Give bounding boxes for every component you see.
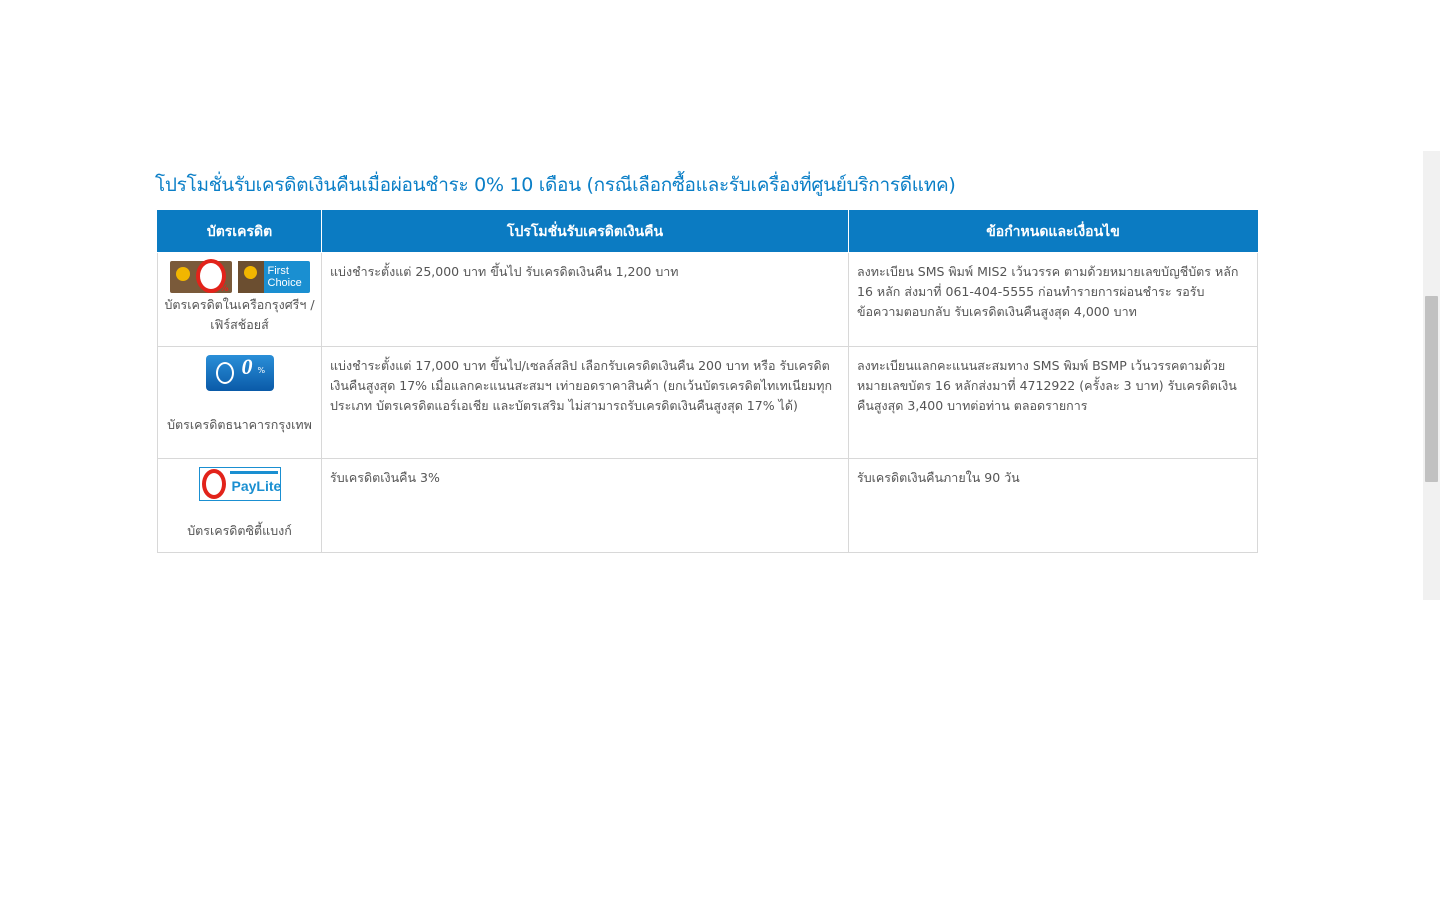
header-terms: ข้อกำหนดและเงื่อนไข xyxy=(849,211,1258,253)
card-name: บัตรเครดิตซิตี้แบงก์ xyxy=(187,523,292,538)
paylite-logo-text: PayLite xyxy=(231,478,282,494)
card-logos xyxy=(164,355,315,391)
krungsri-first-choice-logo xyxy=(238,261,310,293)
krungsri-0-percent-logo: % xyxy=(170,261,232,293)
promo-cell: รับเครดิตเงินคืน 3% xyxy=(322,459,849,553)
citibank-paylite-logo xyxy=(199,467,281,501)
first-choice-logo-text: First Choice xyxy=(267,265,302,289)
terms-cell: ลงทะเบียนแลกคะแนนสะสมทาง SMS พิมพ์ BSMP เว้นวรรคตามด้วยหมายเลขบัตร 16 หลักส่งมาที่ 4712922 (ครั้งละ 3 บาท) รับเครดิตเงินคืนสูงสุด 3,400 บาทต่อท่าน ตลอดรายการ xyxy=(849,347,1258,459)
table-row xyxy=(158,459,1258,553)
header-credit-card: บัตรเครดิต xyxy=(158,211,322,253)
card-cell xyxy=(158,347,322,459)
promo-table xyxy=(157,210,1258,553)
promo-cell: แบ่งชำระตั้งแต่ 17,000 บาท ขึ้นไป/เซลล์สลิป เลือกรับเครดิตเงินคืน 200 บาท หรือ รับเครดิตเงินคืนสูงสุด 17% เมื่อแลกคะแนนสะสมฯ เท่ายอดราคาสินค้า (ยกเว้นบัตรเครดิตไทเทเนียมทุกประเภท บัตรเครดิตแอร์เอเชีย และบัตรเสริม ไม่สามารถรับเครดิตเงินคืนสูงสุด 17% ได้) xyxy=(322,347,849,459)
bangkok-bank-0-percent-logo: 0 % xyxy=(206,355,274,391)
card-logos xyxy=(164,261,315,293)
promo-cell: แบ่งชำระตั้งแต่ 25,000 บาท ขึ้นไป รับเครดิตเงินคืน 1,200 บาท xyxy=(322,253,849,347)
terms-cell: ลงทะเบียน SMS พิมพ์ MIS2 เว้นวรรค ตามด้วยหมายเลขบัญชีบัตร หลัก 16 หลัก ส่งมาที่ 061-404-5555 ก่อนทำรายการผ่อนชำระ รอรับข้อความตอบกลับ รับเครดิตเงินคืนสูงสุด 4,000 บาท xyxy=(849,253,1258,347)
table-row xyxy=(158,347,1258,459)
header-cashback-promo: โปรโมชั่นรับเครดิตเงินคืน xyxy=(322,211,849,253)
scrollbar-thumb[interactable] xyxy=(1425,296,1438,482)
card-name: บัตรเครดิตในเครือกรุงศรีฯ / เฟิร์สช้อยส์ xyxy=(164,297,315,332)
card-cell xyxy=(158,459,322,553)
table-header-row xyxy=(158,211,1258,253)
card-logos xyxy=(164,467,315,501)
card-name: บัตรเครดิตธนาคารกรุงเทพ xyxy=(167,417,312,432)
table-row xyxy=(158,253,1258,347)
page-title: โปรโมชั่นรับเครดิตเงินคืนเมื่อผ่อนชำระ 0% 10 เดือน (กรณีเลือกซื้อและรับเครื่องที่ศูนย์บริการดีแทค) xyxy=(155,174,956,196)
terms-cell: รับเครดิตเงินคืนภายใน 90 วัน xyxy=(849,459,1258,553)
card-cell xyxy=(158,253,322,347)
